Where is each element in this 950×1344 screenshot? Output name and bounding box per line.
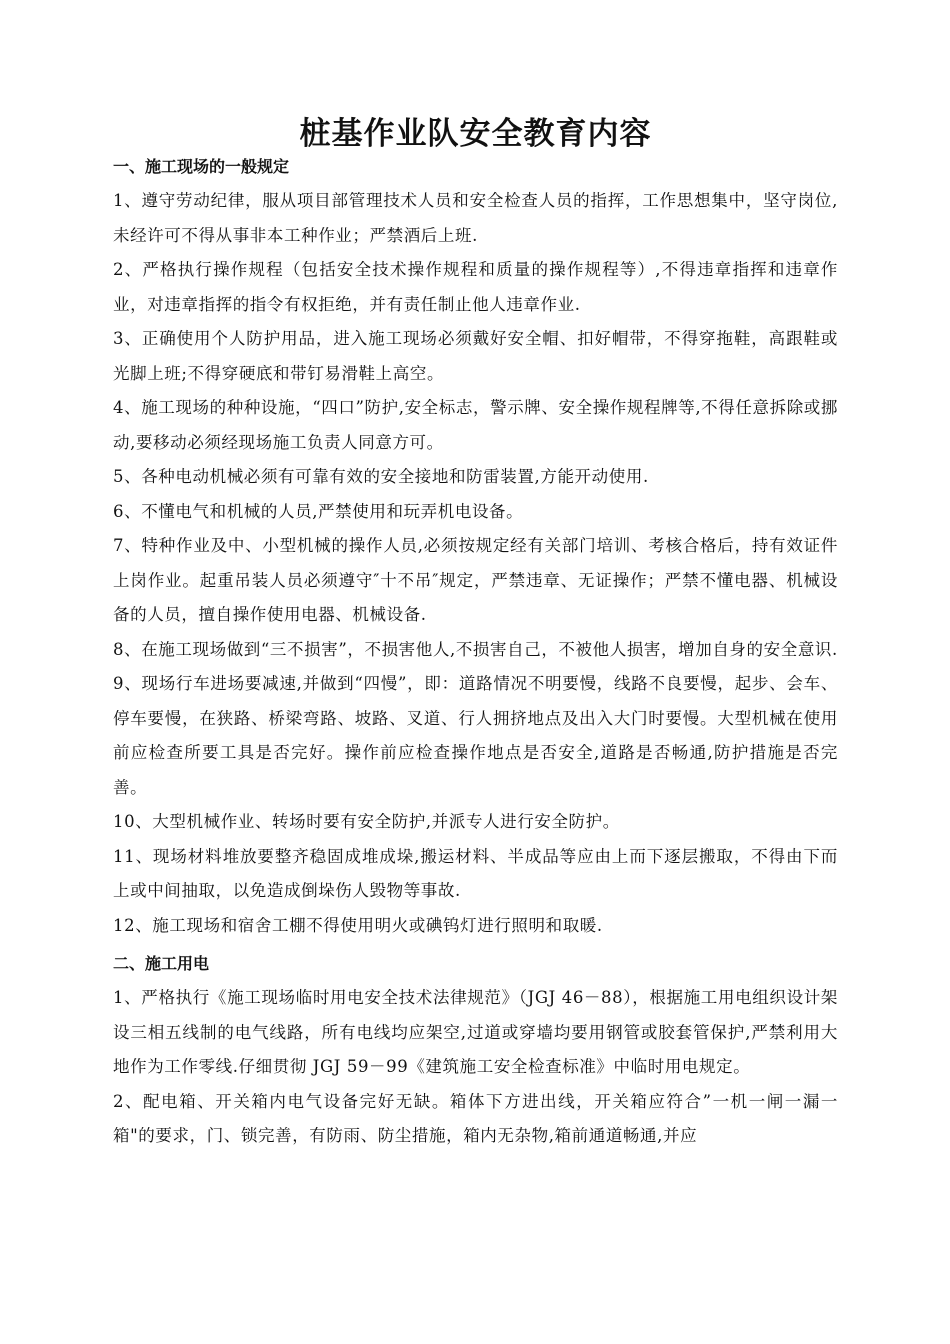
paragraph: 4、施工现场的种种设施，“四口”防护,安全标志，警示牌、安全操作规程牌等,不得任意拆除或挪动,要移动必须经现场施工负责人同意方可。 bbox=[113, 398, 838, 452]
paragraph: 5、各种电动机械必须有可靠有效的安全接地和防雷装置,方能开动使用. bbox=[113, 467, 649, 486]
paragraph: 11、现场材料堆放要整齐稳固成堆成垛,搬运材料、半成品等应由上而下逐层搬取，不得由下而上或中间抽取，以免造成倒垛伤人毁物等事故. bbox=[113, 846, 838, 900]
section-construction-power bbox=[113, 953, 838, 1154]
paragraph: 6、不懂电气和机械的人员,严禁使用和玩弄机电设备。 bbox=[113, 501, 524, 521]
section-heading: 二、施工用电 bbox=[113, 954, 210, 973]
paragraph: 7、特种作业及中、小型机械的操作人员,必须按规定经有关部门培训、考核合格后，持有效证件上岗作业。起重吊装人员必须遵守″十不吊″规定，严禁违章、无证操作；严禁不懂电器、机械设备的人员，擅自操作使用电器、机械设备. bbox=[113, 536, 838, 624]
paragraph: 9、现场行车进场要减速,并做到“四慢”，即：道路情况不明要慢，线路不良要慢，起步、会车、停车要慢，在狭路、桥梁弯路、坡路、叉道、行人拥挤地点及出入大门时要慢。大型机械在使用前应检查所要工具是否完好。操作前应检查操作地点是否安全,道路是否畅通,防护措施是否完善。 bbox=[113, 674, 838, 797]
paragraph: 8、在施工现场做到“三不损害”，不损害他人,不损害自己，不被他人损害，增加自身的安全意识. bbox=[113, 639, 838, 659]
section-heading: 一、施工现场的一般规定 bbox=[113, 157, 290, 176]
paragraph: 2、配电箱、开关箱内电气设备完好无缺。箱体下方进出线，开关箱应符合”一机一闸一漏一箱"的要求，门、锁完善，有防雨、防尘措施，箱内无杂物,箱前通道畅通,并应 bbox=[113, 1091, 838, 1145]
paragraph: 12、施工现场和宿舍工棚不得使用明火或碘钨灯进行照明和取暖. bbox=[113, 915, 603, 935]
section-general-rules bbox=[113, 156, 838, 943]
document-title: 桩基作业队安全教育内容 bbox=[299, 116, 652, 152]
paragraph: 3、正确使用个人防护用品，进入施工现场必须戴好安全帽、扣好帽带，不得穿拖鞋，高跟鞋或光脚上班;不得穿硬底和带钉易滑鞋上高空。 bbox=[113, 329, 838, 383]
paragraph: 1、遵守劳动纪律，服从项目部管理技术人员和安全检查人员的指挥，工作思想集中，坚守岗位,未经许可不得从事非本工种作业；严禁酒后上班. bbox=[113, 191, 838, 245]
paragraph: 1、严格执行《施工现场临时用电安全技术法律规范》（JGJ 46－88），根据施工用电组织设计架设三相五线制的电气线路，所有电线均应架空,过道或穿墙均要用钢管或胶套管保护,严禁利用大地作为工作零线.仔细贯彻 JGJ 59－99《建筑施工安全检查标准》中临时用电规定。 bbox=[113, 988, 838, 1076]
paragraph: 2、严格执行操作规程（包括安全技术操作规程和质量的操作规程等）,不得违章指挥和违章作业，对违章指挥的指令有权拒绝，并有责任制止他人违章作业. bbox=[113, 260, 838, 314]
paragraph: 10、大型机械作业、转场时要有安全防护,并派专人进行安全防护。 bbox=[113, 812, 620, 831]
